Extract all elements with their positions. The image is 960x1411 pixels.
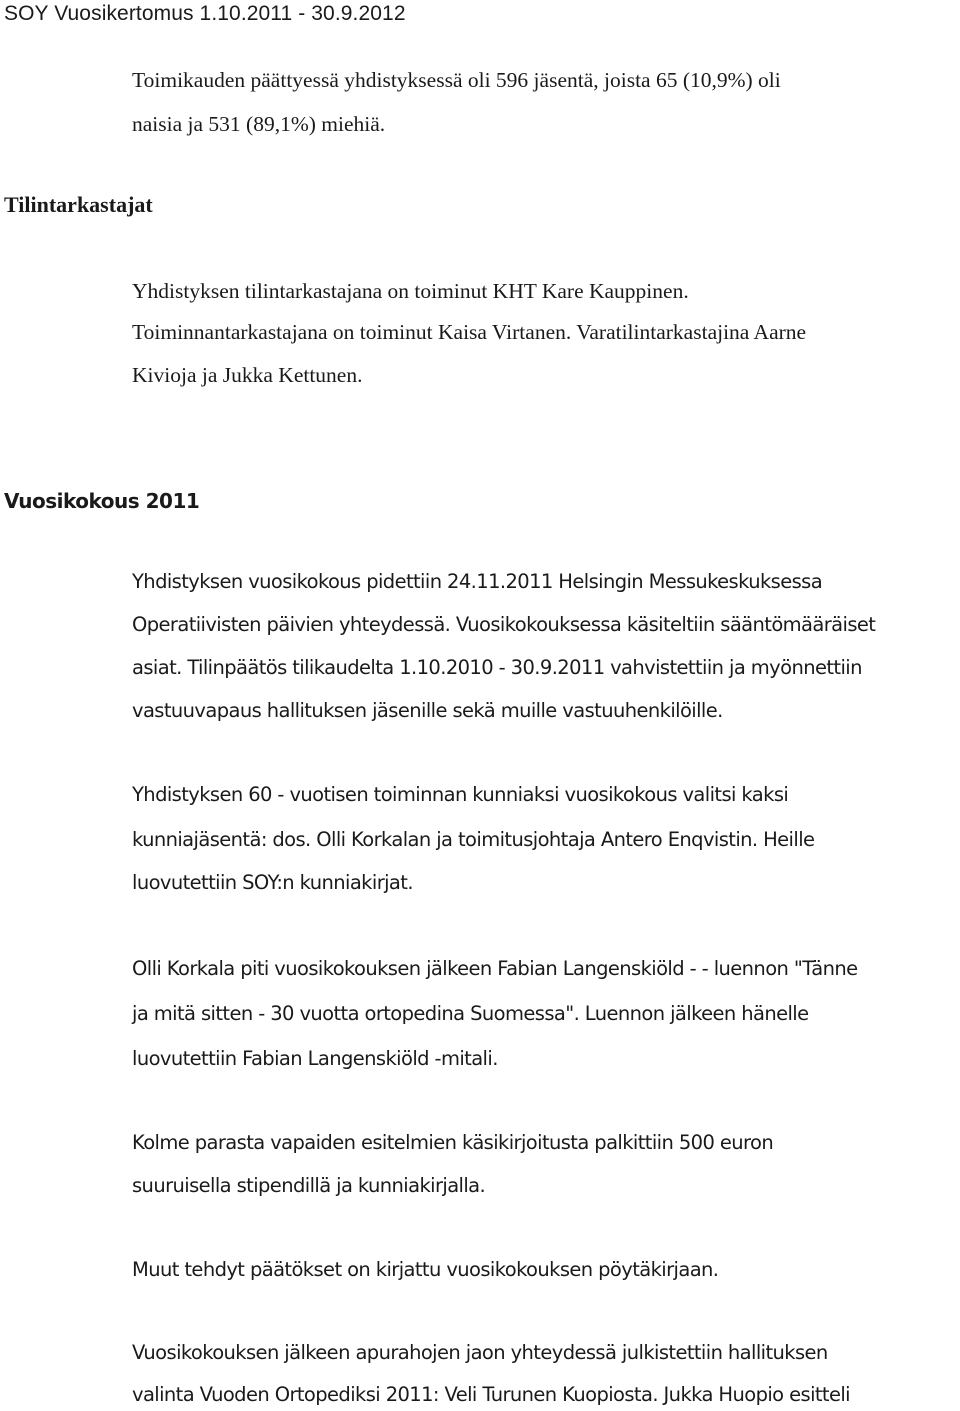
- meeting-p3-line-1: Olli Korkala piti vuosikokouksen jälkeen Fabian Langenskiöld - ‐ luennon "Tänne: [132, 957, 858, 980]
- meeting-p2-line-3: luovutettiin SOY:n kunniakirjat.: [132, 871, 413, 894]
- meeting-p3-line-3: luovutettiin Fabian Langenskiöld -mitali.: [132, 1047, 498, 1070]
- meeting-p4-line-2: suuruisella stipendillä ja kunniakirjalla.: [132, 1174, 486, 1197]
- document-header: SOY Vuosikertomus 1.10.2011 - 30.9.2012: [4, 2, 406, 25]
- auditors-line-3: Kivioja ja Jukka Kettunen.: [132, 363, 363, 387]
- meeting-p1-line-2: Operatiivisten päivien yhteydessä. Vuosikokouksessa käsiteltiin sääntömääräiset: [132, 613, 876, 636]
- auditors-heading: Tilintarkastajat: [4, 192, 153, 217]
- auditors-line-1: Yhdistyksen tilintarkastajana on toiminut KHT Kare Kauppinen.: [132, 279, 689, 303]
- meeting-p6-line-2: valinta Vuoden Ortopediksi 2011: Veli Turunen Kuopiosta. Jukka Huopio esitteli: [132, 1383, 851, 1406]
- meeting-p2-line-1: Yhdistyksen 60 ‐ vuotisen toiminnan kunniaksi vuosikokous valitsi kaksi: [132, 783, 789, 806]
- meeting-p1-line-3: asiat. Tilinpäätös tilikaudelta 1.10.2010 - 30.9.2011 vahvistettiin ja myönnettiin: [132, 656, 862, 679]
- meeting-p1-line-4: vastuuvapaus hallituksen jäsenille sekä muille vastuuhenkilöille.: [132, 699, 723, 722]
- meeting-p5-line-1: Muut tehdyt päätökset on kirjattu vuosikokouksen pöytäkirjaan.: [132, 1258, 719, 1281]
- annual-meeting-heading: Vuosikokous 2011: [4, 489, 200, 513]
- meeting-p3-line-2: ja mitä sitten ‐ 30 vuotta ortopedina Suomessa". Luennon jälkeen hänelle: [132, 1002, 809, 1025]
- membership-line-2: naisia ja 531 (89,1%) miehiä.: [132, 112, 386, 136]
- meeting-p1-line-1: Yhdistyksen vuosikokous pidettiin 24.11.2011 Helsingin Messukeskuksessa: [132, 570, 823, 593]
- meeting-p4-line-1: Kolme parasta vapaiden esitelmien käsikirjoitusta palkittiin 500 euron: [132, 1131, 774, 1154]
- meeting-p6-line-1: Vuosikokouksen jälkeen apurahojen jaon yhteydessä julkistettiin hallituksen: [132, 1341, 828, 1364]
- meeting-p2-line-2: kunniajäsentä: dos. Olli Korkalan ja toimitusjohtaja Antero Enqvistin. Heille: [132, 828, 815, 851]
- membership-line-1: Toimikauden päättyessä yhdistyksessä oli 596 jäsentä, joista 65 (10,9%) oli: [132, 68, 781, 92]
- auditors-line-2: Toiminnantarkastajana on toiminut Kaisa Virtanen. Varatilintarkastajina Aarne: [132, 320, 807, 344]
